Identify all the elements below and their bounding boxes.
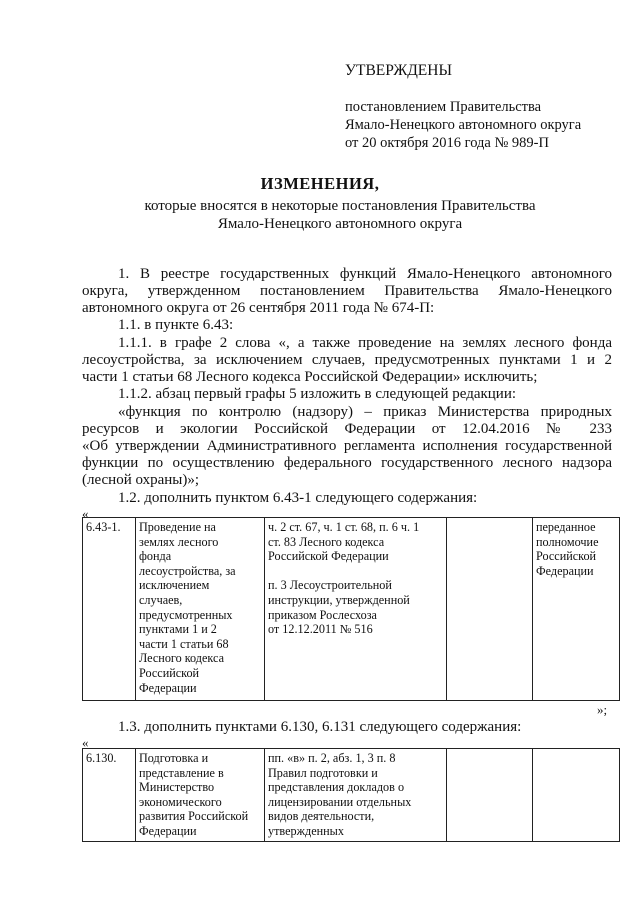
table-cell-number: 6.130.: [83, 749, 136, 842]
paragraph-line: 1.1. в пункте 6.43:: [118, 317, 234, 333]
paragraph-line: лесоустройства, за исключением случаев, предусмотренных пунктами 1 и 2: [82, 352, 612, 368]
table-cell-basis: пп. «в» п. 2, абз. 1, 3 п. 8 Правил подготовки и представления докладов о лицензировании отдельных видов деятельности, утвержденных: [265, 749, 447, 842]
paragraph-line: 1. В реестре государственных функций Ямало-Ненецкого автономного: [118, 266, 612, 282]
approval-block: [345, 61, 581, 152]
table-cell-name: Проведение на землях лесного фонда лесоустройства, за исключением случаев, предусмотренных пунктами 1 и 2 части 1 статьи 68 Лесного кодекса Российской Федерации: [136, 518, 265, 701]
table-cell-name: Подготовка и представление в Министерство экономического развития Российской Федерации: [136, 749, 265, 842]
document-title-block: [0, 174, 640, 233]
document-subtitle: которые вносятся в некоторые постановления Правительства: [144, 198, 536, 214]
paragraph-line: 1.1.1. в графе 2 слова «, а также проведение на землях лесного фонда: [118, 335, 612, 351]
table-cell-empty: [533, 749, 620, 842]
approval-line: Ямало-Ненецкого автономного округа: [345, 117, 582, 133]
table-cell-note: переданное полномочие Российской Федерации: [533, 518, 620, 701]
table-cell-empty: [447, 749, 533, 842]
paragraph-line: (лесной охраны)»;: [82, 472, 200, 488]
paragraph-line: ресурсов и экологии Российской Федерации от 12.04.2016 № 233: [82, 421, 612, 437]
table-cell-number: 6.43-1.: [83, 518, 136, 701]
close-quote: »;: [597, 702, 608, 717]
open-quote: «: [82, 506, 89, 521]
table-6-43-1: [82, 517, 620, 701]
paragraph-line: «Об утверждении Административного регламента исполнения государственной: [82, 438, 612, 454]
paragraph-line: автономного округа от 26 сентября 2011 года № 674-П:: [82, 300, 435, 316]
document-title: ИЗМЕНЕНИЯ,: [260, 174, 380, 193]
approval-line: от 20 октября 2016 года № 989-П: [345, 135, 549, 151]
table-6-130: [82, 748, 620, 842]
paragraph-line: части 1 статьи 68 Лесного кодекса Российской Федерации» исключить;: [82, 369, 538, 385]
paragraph-line: «функция по контролю (надзору) – приказ Министерства природных: [118, 404, 612, 420]
document-subtitle: Ямало-Ненецкого автономного округа: [217, 216, 463, 232]
approval-line: постановлением Правительства: [345, 99, 542, 115]
paragraph-line: 1.2. дополнить пунктом 6.43-1 следующего содержания:: [118, 490, 478, 506]
approval-heading: УТВЕРЖДЕНЫ: [345, 62, 452, 79]
open-quote: «: [82, 735, 89, 750]
paragraph-line: 1.1.2. абзац первый графы 5 изложить в следующей редакции:: [118, 386, 517, 402]
table-row: [83, 749, 620, 842]
table-cell-empty: [447, 518, 533, 701]
paragraph-line: 1.3. дополнить пунктами 6.130, 6.131 следующего содержания:: [118, 719, 522, 735]
paragraph-line: округа, утвержденном постановлением Правительства Ямало-Ненецкого: [82, 283, 612, 299]
table-row: [83, 518, 620, 701]
table-cell-basis: ч. 2 ст. 67, ч. 1 ст. 68, п. 6 ч. 1 ст. 83 Лесного кодекса Российской Федерации п. 3 Лесоустроительной инструкции, утвержденной приказом Рослесхоза от 12.12.2011 № 516: [265, 518, 447, 701]
paragraph-line: функции по осуществлению федерального государственного лесного надзора: [82, 455, 612, 471]
